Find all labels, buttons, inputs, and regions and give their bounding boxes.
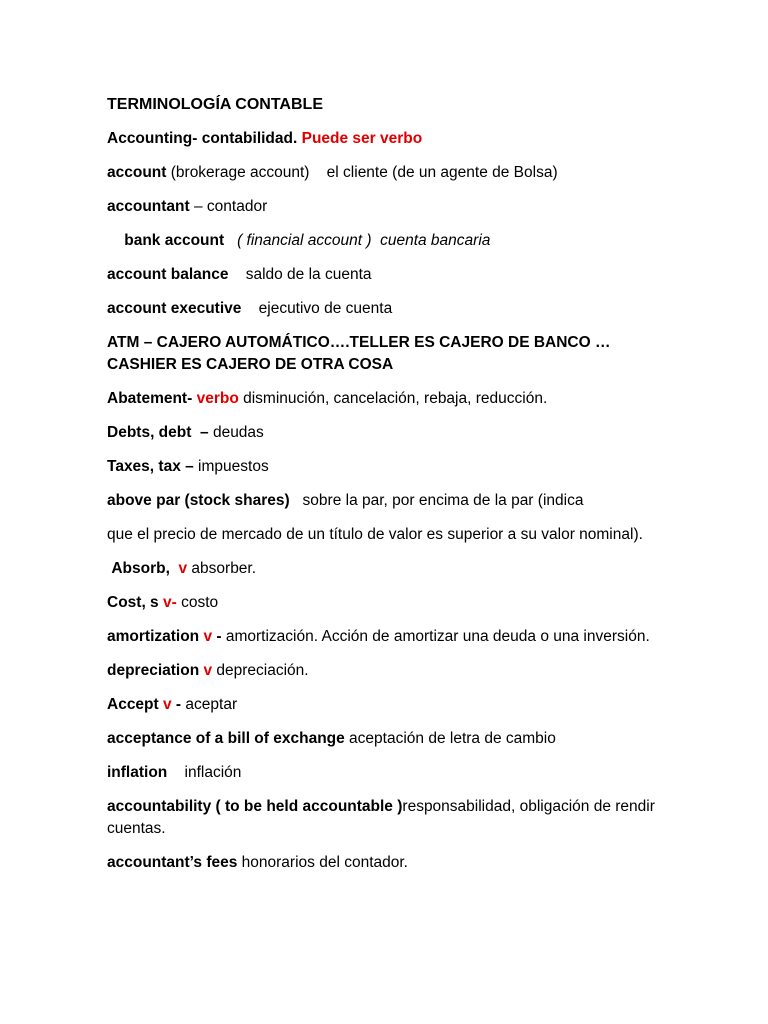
glossary-entry <box>107 298 658 320</box>
entry-highlight: v- <box>162 594 177 611</box>
entry-term: depreciation <box>107 662 204 679</box>
glossary-entry <box>107 558 658 580</box>
entry-highlight: v <box>163 696 172 713</box>
entry-term: Taxes, tax – <box>107 458 194 475</box>
entry-term: above par (stock shares) <box>107 492 290 509</box>
entry-text: honorarios del contador. <box>237 854 408 871</box>
glossary-entry <box>107 162 658 184</box>
entry-term: account balance <box>107 266 229 283</box>
entry-term: - <box>212 628 222 645</box>
glossary-entry <box>107 694 658 716</box>
entry-term: Abatement- <box>107 390 197 407</box>
entry-text: aceptar <box>181 696 238 713</box>
entry-text: depreciación. <box>212 662 309 679</box>
entry-term: Cost, s <box>107 594 163 611</box>
entry-term: amortization <box>107 628 204 645</box>
entry-text: ( financial account ) cuenta bancaria <box>224 232 491 249</box>
entry-term: bank account <box>124 232 225 249</box>
entry-term: Absorb, <box>107 560 179 577</box>
document-title: TERMINOLOGÍA CONTABLE <box>107 96 323 113</box>
entry-highlight: v <box>203 628 213 645</box>
entry-highlight: Puede ser verbo <box>301 130 423 147</box>
entry-text: absorber. <box>187 560 257 577</box>
entry-term: account executive <box>107 300 242 317</box>
entry-highlight: v <box>203 662 213 679</box>
entry-text: amortización. Acción de amortizar una deuda o una inversión. <box>221 628 650 645</box>
glossary-entry <box>107 128 658 150</box>
glossary-entry <box>107 264 658 286</box>
entry-text: impuestos <box>193 458 269 475</box>
entry-term: accountability ( to be held accountable ) <box>107 798 403 815</box>
entry-term: ATM – CAJERO AUTOMÁTICO….TELLER ES CAJERO DE BANCO …CASHIER ES CAJERO DE OTRA COSA <box>107 334 611 373</box>
entry-term: Accept <box>107 696 163 713</box>
glossary-entry <box>107 332 658 376</box>
glossary-entry <box>107 592 658 614</box>
entry-text: disminución, cancelación, rebaja, reducción. <box>238 390 548 407</box>
glossary-entry <box>107 456 658 478</box>
entry-term: accountant’s fees <box>107 854 238 871</box>
entry-term: acceptance of a bill of exchange <box>107 730 345 747</box>
entry-highlight: verbo <box>196 390 239 407</box>
entry-highlight: v <box>178 560 188 577</box>
entry-term: inflation <box>107 764 168 781</box>
entry-term: accountant <box>107 198 190 215</box>
glossary-entry <box>107 196 658 218</box>
entry-text: que el precio de mercado de un título de valor es superior a su valor nominal). <box>107 526 643 543</box>
entry-text: costo <box>176 594 219 611</box>
entry-text: sobre la par, por encima de la par (indica <box>289 492 584 509</box>
glossary-entry <box>107 660 658 682</box>
entry-term: account <box>107 164 167 181</box>
entry-text: deudas <box>208 424 264 441</box>
entry-term: - <box>171 696 182 713</box>
glossary-entry <box>107 422 658 444</box>
entry-text: responsabilidad, obligación de rendir cuentas. <box>107 798 660 837</box>
glossary-entry <box>107 524 658 546</box>
glossary-entry <box>107 852 658 874</box>
glossary-entry <box>107 230 658 252</box>
entry-term: Debts, debt – <box>107 424 209 441</box>
glossary-entry <box>107 626 658 648</box>
entry-text <box>107 232 124 249</box>
entry-text: inflación <box>167 764 242 781</box>
glossary-entry <box>107 728 658 750</box>
entry-term: Accounting- contabilidad. <box>107 130 302 147</box>
entry-text: – contador <box>189 198 268 215</box>
glossary-list <box>107 128 658 874</box>
entry-text: (brokerage account) el cliente (de un agente de Bolsa) <box>166 164 558 181</box>
glossary-entry <box>107 762 658 784</box>
entry-text: ejecutivo de cuenta <box>241 300 393 317</box>
entry-text: aceptación de letra de cambio <box>344 730 556 747</box>
entry-text: saldo de la cuenta <box>228 266 372 283</box>
glossary-entry <box>107 796 658 840</box>
glossary-entry <box>107 388 658 410</box>
glossary-entry <box>107 490 658 512</box>
